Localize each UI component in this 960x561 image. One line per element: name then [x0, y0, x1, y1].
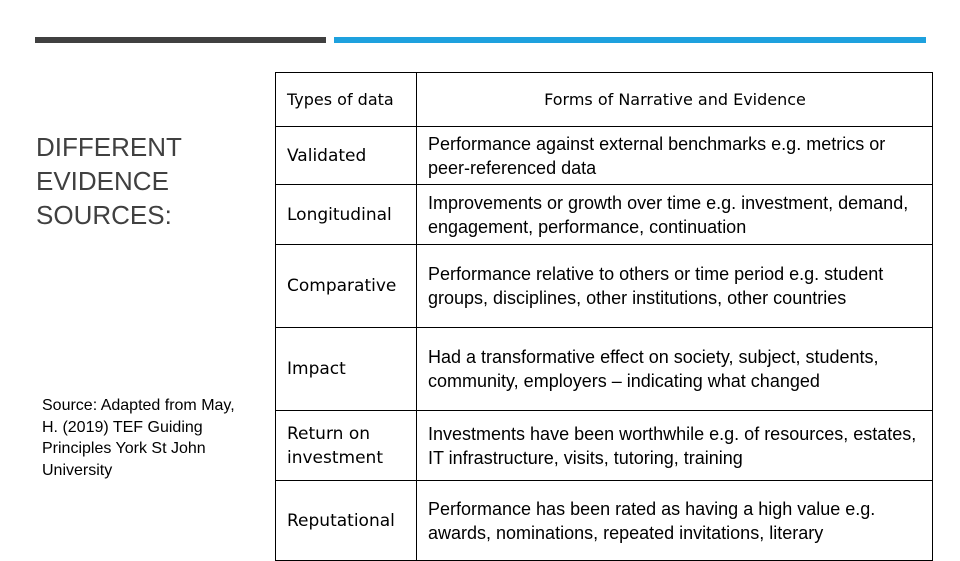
header-forms-of-evidence: Forms of Narrative and Evidence	[417, 73, 933, 127]
evidence-cell: Had a transformative effect on society, subject, students, community, employers – indicating what changed	[417, 328, 933, 411]
header-types-of-data: Types of data	[276, 73, 417, 127]
source-citation: Source: Adapted from May, H. (2019) TEF Guiding Principles York St John University	[42, 397, 235, 479]
type-cell: Reputational	[276, 481, 417, 561]
evidence-table	[275, 72, 933, 561]
evidence-cell: Investments have been worthwhile e.g. of resources, estates, IT infrastructure, visits, tutoring, training	[417, 411, 933, 481]
table-row	[276, 185, 933, 245]
table-row	[276, 127, 933, 185]
table-header-row	[276, 73, 933, 127]
table-row	[276, 481, 933, 561]
table-row	[276, 328, 933, 411]
table-row	[276, 411, 933, 481]
type-cell: Return on investment	[276, 411, 417, 481]
table-row	[276, 245, 933, 328]
type-cell: Longitudinal	[276, 185, 417, 245]
evidence-cell: Performance has been rated as having a high value e.g. awards, nominations, repeated invitations, literary	[417, 481, 933, 561]
type-cell: Validated	[276, 127, 417, 185]
accent-bar-blue	[334, 37, 926, 43]
evidence-cell: Performance relative to others or time period e.g. student groups, disciplines, other institutions, other countries	[417, 245, 933, 328]
accent-bar-dark	[35, 37, 326, 43]
slide-title: DIFFERENT EVIDENCE SOURCES:	[36, 132, 182, 230]
type-cell: Comparative	[276, 245, 417, 328]
evidence-cell: Improvements or growth over time e.g. investment, demand, engagement, performance, continuation	[417, 185, 933, 245]
type-cell: Impact	[276, 328, 417, 411]
evidence-cell: Performance against external benchmarks e.g. metrics or peer-referenced data	[417, 127, 933, 185]
